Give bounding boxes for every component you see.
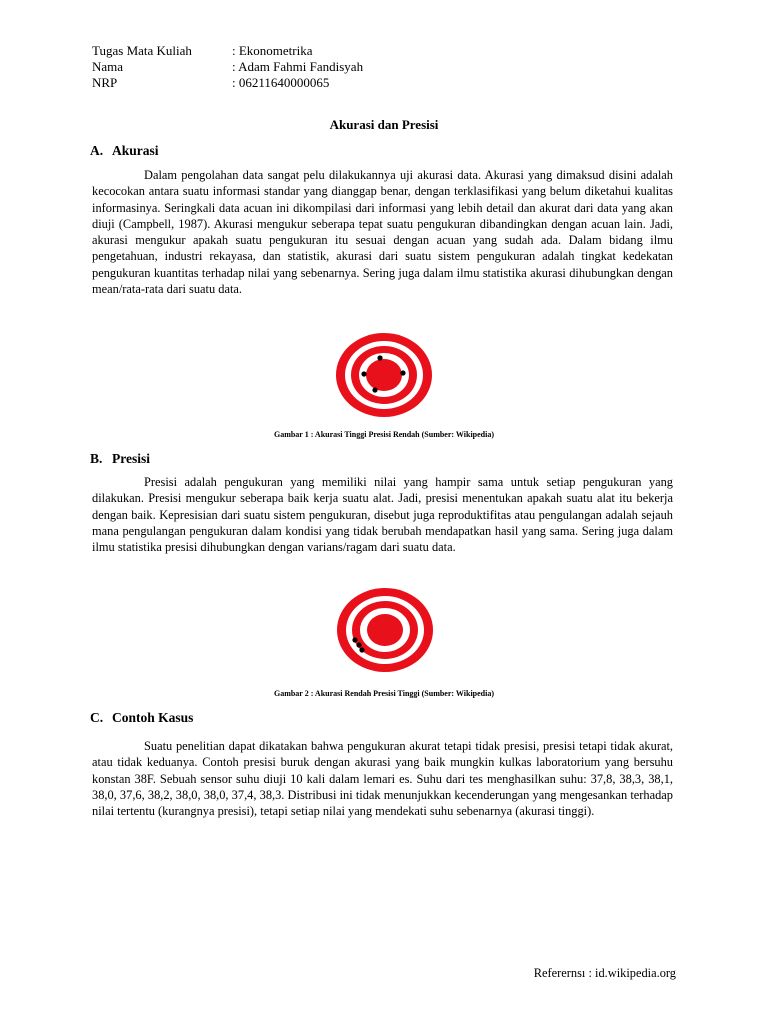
section-title: Presisi [112,451,150,466]
target-figure-1 [330,329,438,421]
document-title: Akurasi dan Presisi [329,117,439,132]
figure-caption-2: Gambar 2 : Akurasi Rendah Presisi Tinggi (Sumber: Wikipedia) [273,689,495,698]
section-heading-akurasi [90,143,159,159]
paragraph-contoh-kasus: Suatu penelitian dapat dikatakan bahwa pengukuran akurat tetapi tidak presisi, presisi tetapi tidak akurat, atau tidak keduanya. Contoh presisi buruk dengan akurasi yang baik mungkin kulkas laboratorium yang bersuhu konstan 38F. Sebuah sensor suhu diuji 10 kali dalam lemari es. Suhu dari tes menghasilkan suhu: 37,8, 38,3, 38,1, 38,0, 37,6, 38,2, 38,0, 38,0, 37,4, 38,3. Distribusi ini tidak menunjukkan kecenderungan yang mengesankan terhadap nilai tertentu (kurangnya presisi), tetapi setiap nilai yang mendekati suhu sebenarnya (akurasi tinggi). [92,739,673,819]
section-title: Akurasi [112,143,159,158]
hit-dot [356,642,361,647]
section-heading-presisi [90,451,150,467]
header-row-name [92,59,363,75]
header-label: Tugas Mata Kuliah [92,43,192,58]
header-value: : 06211640000065 [232,75,330,90]
hit-dot [400,370,405,375]
target-bullseye [366,359,402,391]
target-bullseye [367,614,403,646]
hit-dot [361,371,366,376]
reference-footer: Referernsı : id.wikipedia.org [533,966,676,980]
hit-dot [359,647,364,652]
header-label: NRP [92,75,118,90]
header-label: Nama [92,59,124,74]
document-header [92,43,363,91]
section-title: Contoh Kasus [112,710,194,725]
figure-caption-1: Gambar 1 : Akurasi Tinggi Presisi Rendah (Sumber: Wikipedia) [273,430,495,439]
header-row-nrp [92,75,363,91]
header-value: : Adam Fahmi Fandisyah [232,59,364,74]
hit-dot [377,355,382,360]
header-value: : Ekonometrika [232,43,313,58]
section-number: C. [90,710,104,725]
header-row-course [92,43,363,59]
section-number: B. [90,451,103,466]
paragraph-akurasi: Dalam pengolahan data sangat pelu dilakukannya uji akurasi data. Akurasi yang dimaksud disini adalah kecocokan antara suatu informasi standar yang dianggap benar, dengan terklasifikasi yang belum diketahui kualitas informasinya. Seringkali data acuan ini dikompilasi dari informasi yang lebih detail dan akurat dari data yang akan diuji (Campbell, 1987). Akurasi mengukur seberapa tepat suatu pengukuran dibandingkan dengan acuan lain. Jadi, akurasi mengukur apakah suatu pengukuran itu sesuai dengan acuan yang sudah ada. Dalam bidang ilmu pengetahuan, industri rekayasa, dan statistik, akurasi dari suatu sistem pengukuran adalah tingkat kedekatan pengukuran kuantitas terhadap nilai yang sebenarnya. Sering juga dalam ilmu statistika akurasi dihubungkan dengan mean/rata-rata dari suatu data. [92,168,673,297]
section-number: A. [90,143,104,158]
paragraph-presisi: Presisi adalah pengukuran yang memiliki nilai yang hampir sama untuk setiap pengukuran yang dilakukan. Presisi mengukur seberapa baik kerja suatu alat. Jadi, presisi menentukan apakah suatu alat itu bekerja dengan baik. Kepresisian dari suatu sistem pengukuran, disebut juga reproduktifitas atau pengulangan adalah sejauh mana pengulangan pengukuran dalam kondisi yang tidak berubah mendapatkan hasil yang sama. Sering juga dalam ilmu statistika presisi dihubungkan dengan varians/ragam dari suatu data. [92,475,673,555]
hit-dot [352,637,357,642]
target-figure-2 [331,584,439,676]
section-heading-contoh-kasus [90,710,193,726]
hit-dot [372,387,377,392]
